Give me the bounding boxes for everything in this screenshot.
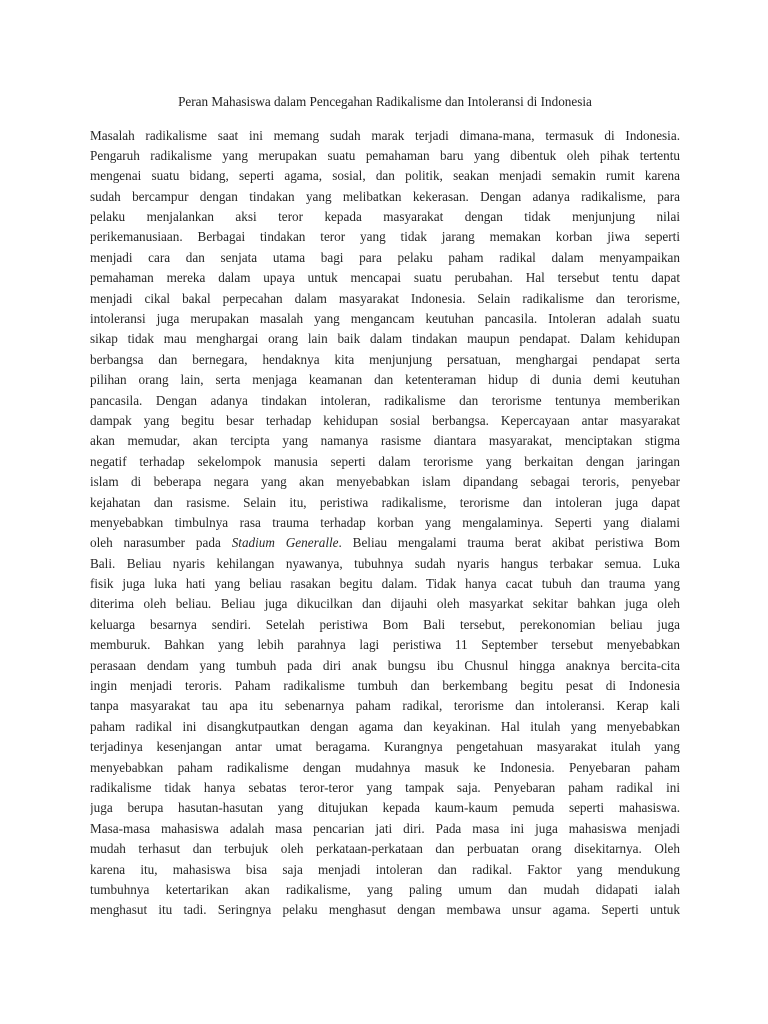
line-text: perikemanusiaan. Berbagai tindakan teror yang tidak jarang memakan korban jiwa seperti (90, 229, 680, 245)
line-text-continued: . Beliau mengalami trauma berat akibat peristiwa Bom (338, 535, 680, 551)
line-text: islam di beberapa negara yang akan menyebabkan islam dipandang sebagai teroris, penyebar (90, 474, 680, 490)
line-text: negatif terhadap sekelompok manusia seperti dalam terorisme yang berkaitan dengan jaringan (90, 453, 680, 469)
paragraph-line (90, 778, 680, 798)
paragraph-line (90, 615, 680, 635)
line-text: dampak yang begitu besar terhadap kehidupan sosial berbangsa. Kepercayaan antar masyarakat (90, 412, 680, 428)
line-text: oleh narasumber pada (90, 535, 232, 551)
italic-phrase: Stadium Generalle (231, 535, 339, 551)
paragraph-line (90, 798, 680, 818)
paragraph-line (90, 533, 680, 553)
line-text: perasaan dendam yang tumbuh pada diri anak bungsu ibu Chusnul hingga anaknya bercita-cita (90, 657, 680, 673)
line-text: pilihan orang lain, serta menjaga keamanan dan ketenteraman hidup di dunia demi keutuhan (90, 372, 680, 388)
paragraph-line (90, 860, 680, 880)
paragraph-line (90, 248, 680, 268)
line-text: tumbuhnya ketertarikan akan radikalisme, yang paling umum dan mudah didapati ialah (90, 881, 680, 897)
paragraph-line (90, 635, 680, 655)
line-text: pelaku menjalankan aksi teror kepada masyarakat dengan tidak menjunjung nilai (90, 209, 680, 225)
line-text: mudah terhasut dan terbujuk oleh perkataan-perkataan dan perbuatan orang disekitarnya. Oleh (90, 841, 680, 857)
line-text: fisik juga luka hati yang beliau rasakan begitu dalam. Tidak hanya cacat tubuh dan trauma yang (90, 576, 680, 592)
line-text: akan memudar, akan tercipta yang namanya rasisme diantara masyarakat, menciptakan stigma (90, 433, 680, 449)
paragraph-line (90, 880, 680, 900)
paragraph-line (90, 594, 680, 614)
line-text: memburuk. Bahkan yang lebih parahnya lagi peristiwa 11 September tersebut menyebabkan (90, 637, 680, 653)
line-text: pemahaman mereka dalam upaya untuk mencapai suatu perubahan. Hal tersebut tentu dapat (90, 270, 680, 286)
line-text: menghasut itu tadi. Seringnya pelaku menghasut dengan membawa unsur agama. Seperti untuk (90, 902, 680, 918)
line-text: keluarga besarnya sendiri. Setelah peristiwa Bom Bali tersebut, perekonomian beliau juga (90, 616, 680, 632)
line-text: Bali. Beliau nyaris kehilangan nyawanya, tubuhnya sudah nyaris hangus terbakar semua. Luka (90, 555, 680, 571)
line-text: terjadinya kesenjangan antar umat beragama. Kurangnya pengetahuan masyarakat itulah yang (90, 739, 680, 755)
paragraph-line (90, 370, 680, 390)
paragraph-line (90, 513, 680, 533)
line-text: pancasila. Dengan adanya tindakan intoleran, radikalisme dan terorisme tentunya memberikan (90, 392, 680, 408)
line-text: sudah bercampur dengan tindakan yang melibatkan kekerasan. Dengan adanya radikalisme, para (90, 188, 680, 204)
line-text: menyebabkan timbulnya rasa trauma terhadap korban yang mengalaminya. Seperti yang dialami (90, 514, 680, 530)
line-text: ingin menjadi teroris. Paham radikalisme tumbuh dan berkembang begitu pesat di Indonesia (90, 678, 680, 694)
paragraph-line (90, 207, 680, 227)
line-text: menjadi cikal bakal perpecahan dalam masyarakat Indonesia. Selain radikalisme dan terorisme, (90, 290, 680, 306)
line-text: Masalah radikalisme saat ini memang sudah marak terjadi dimana-mana, termasuk di Indonesia. (90, 127, 680, 143)
paragraph-line (90, 819, 680, 839)
paragraph-line (90, 900, 680, 920)
paragraph-line (90, 391, 680, 411)
line-text: intoleransi juga merupakan masalah yang mengancam keutuhan pancasila. Intoleran adalah suatu (90, 311, 680, 327)
paragraph-line (90, 166, 680, 186)
line-text: kejahatan dan rasisme. Selain itu, peristiwa radikalisme, terorisme dan intoleran juga dapat (90, 494, 680, 510)
line-text: Masa-masa mahasiswa adalah masa pencarian jati diri. Pada masa ini juga mahasiswa menjadi (90, 820, 680, 836)
paragraph-line (90, 574, 680, 594)
paragraph-line (90, 431, 680, 451)
paragraph-line (90, 289, 680, 309)
paragraph-line (90, 758, 680, 778)
line-text: menjadi cara dan senjata utama bagi para pelaku paham radikal dalam menyampaikan (90, 249, 680, 265)
paragraph-line (90, 126, 680, 146)
paragraph-line (90, 309, 680, 329)
line-text: sikap tidak mau menghargai orang lain baik dalam tindakan maupun pendapat. Dalam kehidupan (90, 331, 680, 347)
paragraph-line (90, 737, 680, 757)
paragraph-line (90, 472, 680, 492)
paragraph-line (90, 493, 680, 513)
paragraph-line (90, 452, 680, 472)
line-text: menyebabkan paham radikalisme dengan mudahnya masuk ke Indonesia. Penyebaran paham (90, 759, 680, 775)
paragraph-line (90, 554, 680, 574)
document-title: Peran Mahasiswa dalam Pencegahan Radikalisme dan Intoleransi di Indonesia (178, 94, 592, 109)
paragraph-line (90, 187, 680, 207)
line-text: juga berupa hasutan-hasutan yang ditujukan kepada kaum-kaum pemuda seperti mahasiswa. (90, 800, 680, 816)
paragraph-line (90, 329, 680, 349)
paragraph-line (90, 227, 680, 247)
document-body (90, 126, 680, 921)
paragraph-line (90, 268, 680, 288)
line-text: karena itu, mahasiswa bisa saja menjadi intoleran dan radikal. Faktor yang mendukung (90, 861, 680, 877)
paragraph-line (90, 146, 680, 166)
line-text: mengenai suatu bidang, seperti agama, sosial, dan politik, seakan menjadi semakin rumit karena (90, 168, 680, 184)
paragraph-line (90, 717, 680, 737)
line-text: diterima oleh beliau. Beliau juga dikucilkan dan dijauhi oleh masyarkat sekitar bahkan juga oleh (90, 596, 680, 612)
paragraph-line (90, 656, 680, 676)
line-text: radikalisme tidak hanya sebatas teror-teror yang tampak saja. Penyebaran paham radikal ini (90, 780, 680, 795)
paragraph-line (90, 676, 680, 696)
paragraph-line (90, 696, 680, 716)
line-text: tanpa masyarakat tau apa itu sebenarnya paham radikal, terorisme dan intoleransi. Kerap kali (90, 698, 680, 714)
line-text: Pengaruh radikalisme yang merupakan suatu pemahaman baru yang dibentuk oleh pihak tertentu (90, 147, 680, 163)
paragraph-line (90, 411, 680, 431)
paragraph-line (90, 350, 680, 370)
line-text: berbangsa dan bernegara, hendaknya kita menjunjung persatuan, menghargai pendapat serta (90, 351, 680, 367)
line-text: paham radikal ini disangkutpautkan dengan agama dan keyakinan. Hal itulah yang menyebabkan (90, 718, 680, 734)
paragraph-line (90, 839, 680, 859)
